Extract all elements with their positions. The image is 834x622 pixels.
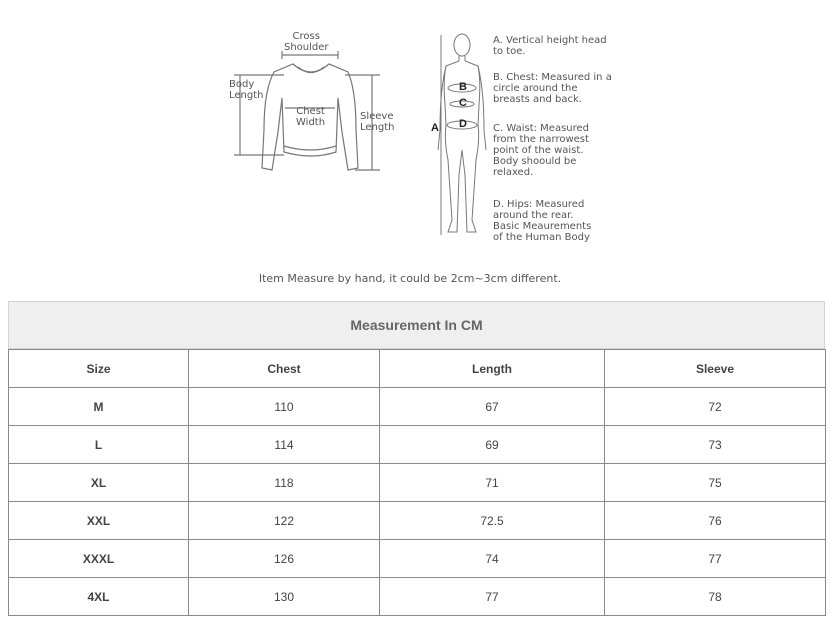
table-title: Measurement In CM (8, 301, 825, 349)
cell-sleeve: 73 (605, 426, 826, 464)
cell-chest: 130 (189, 578, 380, 616)
cell-sleeve: 72 (605, 388, 826, 426)
cell-size: XL (9, 464, 189, 502)
cell-length: 72.5 (380, 502, 605, 540)
body-figure (438, 34, 486, 235)
note-a: A. Vertical height head to toe. (493, 35, 607, 57)
cell-length: 74 (380, 540, 605, 578)
marker-d: D (459, 118, 467, 130)
table-row (9, 540, 826, 578)
header-chest: Chest (189, 350, 380, 388)
cell-chest: 114 (189, 426, 380, 464)
cell-length: 71 (380, 464, 605, 502)
cell-length: 69 (380, 426, 605, 464)
size-table (8, 301, 825, 616)
cell-size: 4XL (9, 578, 189, 616)
sleeve-length-label: Sleeve Length (360, 111, 395, 133)
table-row (9, 426, 826, 464)
cell-size: XXL (9, 502, 189, 540)
cell-sleeve: 77 (605, 540, 826, 578)
cell-size: M (9, 388, 189, 426)
table-row (9, 388, 826, 426)
header-length: Length (380, 350, 605, 388)
cell-length: 67 (380, 388, 605, 426)
header-sleeve: Sleeve (605, 350, 826, 388)
body-length-label: Body Length (229, 79, 264, 101)
cell-chest: 126 (189, 540, 380, 578)
marker-b: B (459, 81, 467, 93)
cell-length: 77 (380, 578, 605, 616)
garment-and-body-illustration (0, 0, 834, 295)
marker-a: A (431, 122, 439, 134)
cell-sleeve: 76 (605, 502, 826, 540)
cell-chest: 118 (189, 464, 380, 502)
cell-size: XXXL (9, 540, 189, 578)
table-row (9, 464, 826, 502)
table-row (9, 502, 826, 540)
marker-c: C (459, 97, 467, 109)
chest-width-label: Chest Width (296, 106, 326, 128)
table-row (9, 578, 826, 616)
cell-chest: 110 (189, 388, 380, 426)
note-b: B. Chest: Measured in a circle around the breasts and back. (493, 72, 612, 105)
note-d: D. Hips: Measured around the rear. Basic Meaurements of the Human Body (493, 199, 592, 243)
header-size: Size (9, 350, 189, 388)
measurement-table (8, 349, 826, 616)
cell-chest: 122 (189, 502, 380, 540)
hand-measure-note: Item Measure by hand, it could be 2cm~3cm different. (258, 272, 562, 285)
cell-sleeve: 78 (605, 578, 826, 616)
note-c: C. Waist: Measured from the narrowest point of the waist. Body shoould be relaxed. (493, 123, 590, 178)
cell-sleeve: 75 (605, 464, 826, 502)
table-header-row (9, 350, 826, 388)
size-diagram (0, 0, 834, 295)
cell-size: L (9, 426, 189, 464)
cross-shoulder-label: Cross Shoulder (284, 31, 329, 53)
